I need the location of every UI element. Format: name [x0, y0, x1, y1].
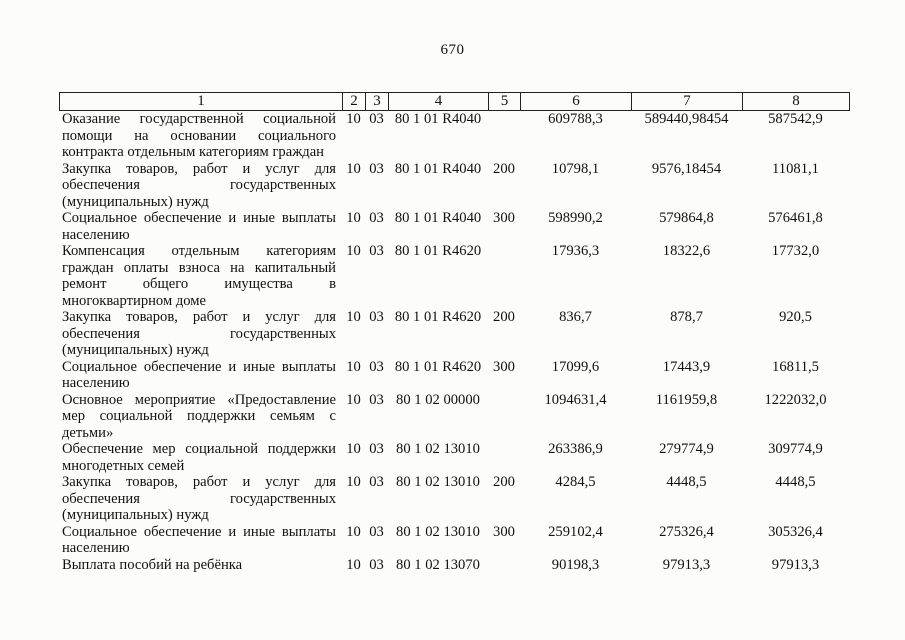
row-amount-7: 18322,6 — [662, 243, 711, 259]
row-amount-8: 920,5 — [779, 309, 812, 325]
row-subsection: 03 — [369, 111, 384, 127]
column-header-4: 4 — [389, 93, 489, 111]
row-name: Закупка товаров, работ и услуг для обеспечения государственных (муниципальных) нужд — [62, 160, 336, 210]
row-section: 10 — [346, 309, 361, 325]
row-target-code: 80 1 02 13070 — [396, 556, 480, 573]
row-amount-6: 90198,3 — [551, 556, 600, 573]
row-expense-type: 300 — [493, 523, 515, 540]
row-section: 10 — [346, 441, 361, 457]
table-row — [59, 524, 849, 557]
row-target-code: 80 1 01 R4040 — [394, 160, 482, 177]
row-amount-6: 10798,1 — [551, 160, 600, 177]
column-header-row — [60, 93, 850, 111]
row-amount-8: 17732,0 — [771, 243, 820, 259]
row-section: 10 — [346, 391, 361, 408]
row-name: Закупка товаров, работ и услуг для обеспечения государственных (муниципальных) нужд — [62, 309, 336, 358]
row-subsection: 03 — [369, 309, 384, 325]
table-row — [59, 441, 849, 474]
column-header-3: 3 — [366, 93, 389, 111]
row-expense-type: 300 — [493, 210, 515, 226]
row-amount-8: 587542,9 — [768, 111, 823, 127]
column-header-7: 7 — [632, 93, 743, 111]
row-amount-7: 878,7 — [670, 309, 703, 325]
row-amount-7: 97913,3 — [662, 556, 711, 573]
column-header-6: 6 — [521, 93, 632, 111]
table-row — [59, 210, 849, 243]
column-header-2: 2 — [343, 93, 366, 111]
row-section: 10 — [346, 556, 361, 573]
row-amount-6: 17099,6 — [551, 358, 600, 375]
page-number: 670 — [440, 42, 465, 58]
table-row — [59, 474, 849, 524]
column-header-table — [59, 92, 850, 111]
row-amount-6: 609788,3 — [548, 111, 603, 127]
row-target-code: 80 1 01 R4040 — [394, 111, 482, 127]
row-name: Закупка товаров, работ и услуг для обеспечения государственных (муниципальных) нужд — [62, 474, 336, 523]
row-amount-7: 9576,18454 — [651, 160, 722, 177]
row-subsection: 03 — [369, 556, 384, 573]
row-amount-8: 1222032,0 — [764, 391, 827, 408]
row-expense-type — [488, 111, 520, 161]
row-subsection: 03 — [369, 523, 384, 540]
row-section: 10 — [346, 111, 361, 127]
row-amount-6: 17936,3 — [551, 243, 600, 259]
row-expense-type — [488, 243, 520, 309]
row-subsection: 03 — [369, 160, 384, 177]
row-target-code: 80 1 02 00000 — [396, 391, 480, 408]
row-amount-7: 279774,9 — [659, 441, 714, 457]
row-target-code: 80 1 01 R4620 — [394, 243, 482, 259]
row-amount-6: 4284,5 — [555, 474, 596, 490]
column-header-5: 5 — [489, 93, 521, 111]
table-row — [59, 309, 849, 359]
column-header-1: 1 — [60, 93, 343, 111]
row-amount-7: 579864,8 — [659, 210, 714, 226]
row-section: 10 — [346, 358, 361, 375]
row-expense-type: 300 — [493, 358, 515, 375]
row-amount-7: 17443,9 — [662, 358, 711, 375]
row-amount-7: 275326,4 — [659, 523, 714, 540]
row-name: Социальное обеспечение и иные выплаты населению — [62, 210, 336, 243]
row-section: 10 — [346, 523, 361, 540]
row-target-code: 80 1 02 13010 — [396, 523, 480, 540]
row-subsection: 03 — [369, 358, 384, 375]
row-section: 10 — [346, 210, 361, 226]
table-row — [59, 359, 849, 392]
row-amount-8: 576461,8 — [768, 210, 823, 226]
row-amount-8: 11081,1 — [772, 160, 819, 177]
row-target-code: 80 1 01 R4620 — [394, 309, 482, 325]
row-expense-type: 200 — [493, 309, 515, 325]
row-name: Социальное обеспечение и иные выплаты населению — [62, 358, 336, 391]
row-amount-6: 263386,9 — [548, 441, 603, 457]
row-expense-type — [488, 392, 520, 442]
budget-table — [59, 111, 849, 573]
row-amount-6: 1094631,4 — [544, 391, 607, 408]
table-row — [59, 111, 849, 161]
row-section: 10 — [346, 474, 361, 490]
row-target-code: 80 1 01 R4040 — [394, 210, 482, 226]
table-row — [59, 243, 849, 309]
table-row — [59, 557, 849, 574]
row-amount-6: 836,7 — [559, 309, 592, 325]
row-name: Выплата пособий на ребёнка — [62, 556, 243, 573]
row-subsection: 03 — [369, 474, 384, 490]
row-subsection: 03 — [369, 391, 384, 408]
row-expense-type — [488, 441, 520, 474]
row-subsection: 03 — [369, 243, 384, 259]
row-target-code: 80 1 02 13010 — [396, 474, 480, 490]
row-name: Основное мероприятие «Предоставление мер социальной поддержки семьям с детьми» — [62, 391, 336, 441]
row-expense-type: 200 — [493, 474, 515, 490]
column-header-8: 8 — [743, 93, 850, 111]
row-amount-7: 1161959,8 — [655, 391, 718, 408]
row-section: 10 — [346, 160, 361, 177]
row-target-code: 80 1 01 R4620 — [394, 358, 482, 375]
row-amount-6: 259102,4 — [548, 523, 603, 540]
row-amount-8: 97913,3 — [771, 556, 820, 573]
row-amount-8: 4448,5 — [775, 474, 816, 490]
row-name: Оказание государственной социальной помощи на основании социального контракта отдельным категориям граждан — [62, 111, 336, 160]
row-subsection: 03 — [369, 441, 384, 457]
row-expense-type — [488, 557, 520, 574]
row-subsection: 03 — [369, 210, 384, 226]
row-amount-8: 309774,9 — [768, 441, 823, 457]
row-amount-7: 589440,98454 — [644, 111, 729, 127]
row-name: Социальное обеспечение и иные выплаты населению — [62, 523, 336, 556]
row-name: Компенсация отдельным категориям граждан оплаты взноса на капитальный ремонт общего имущества в многоквартирном доме — [62, 243, 336, 309]
row-expense-type: 200 — [493, 160, 515, 177]
row-target-code: 80 1 02 13010 — [396, 441, 480, 457]
table-row — [59, 161, 849, 211]
table-row — [59, 392, 849, 442]
row-amount-8: 305326,4 — [768, 523, 823, 540]
row-section: 10 — [346, 243, 361, 259]
row-amount-6: 598990,2 — [548, 210, 603, 226]
row-amount-7: 4448,5 — [666, 474, 707, 490]
row-name: Обеспечение мер социальной поддержки многодетных семей — [62, 441, 336, 474]
row-amount-8: 16811,5 — [772, 358, 819, 375]
